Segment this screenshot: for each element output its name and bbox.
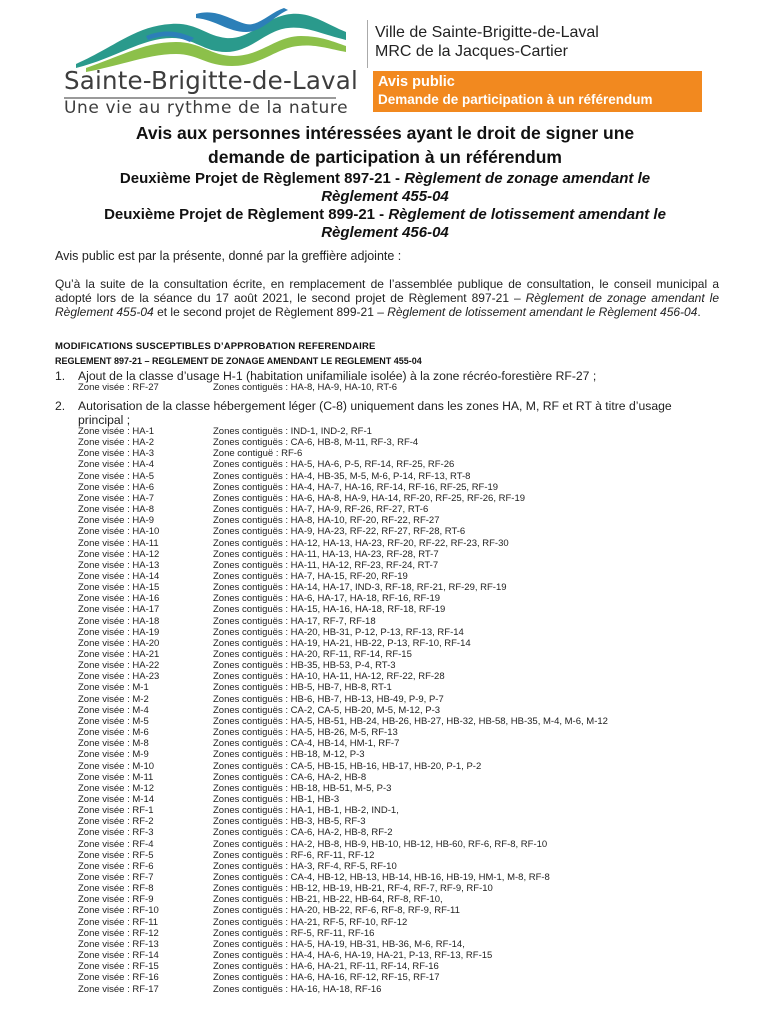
notice-banner [373, 71, 702, 112]
zone-target: Zone visée : HA-1 [78, 426, 155, 437]
zone-contiguous: Zones contiguës : HA-16, HA-18, RF-16 [213, 983, 382, 995]
paragraph-part1: Qu’à la suite de la consultation écrite, en remplacement de l’assemblée publique de consultation, le conseil municipal a adopté lors de la séance du 17 août 2021, le second projet de Règlement 897-21 – [55, 277, 719, 305]
zone-contiguous: Zones contiguës : HA-20, HB-22, RF-6, RF-8, RF-9, RF-11 [213, 905, 460, 917]
zone-target: Zone visée : M-11 [78, 771, 154, 783]
zone-target: Zone visée : M-5 [78, 715, 149, 727]
zone-contiguous: Zones contiguës : HA-6, HA-8, HA-9, HA-14, RF-20, RF-25, RF-26, RF-19 [213, 492, 526, 504]
zone-contiguous: Zones contiguës : IND-1, IND-2, RF-1 [213, 426, 372, 437]
intro-text: Avis public est par la présente, donné par la greffière adjointe : [55, 249, 402, 263]
zone-target: Zone visée : HA-3 [78, 448, 155, 460]
zone-target: Zone visée : HA-10 [78, 526, 160, 538]
zone-target: Zone visée : RF-7 [78, 872, 154, 883]
zone-contiguous: Zones contiguës : RF-5, RF-11, RF-16 [213, 927, 375, 939]
zone-target: Zone visée : HA-4 [78, 459, 155, 471]
zone-target: Zone visée : HA-22 [78, 660, 160, 672]
zone-contiguous: Zones contiguës : HA-7, HA-15, RF-20, RF-19 [213, 570, 408, 582]
zone-target: Zone visée : M-9 [78, 749, 149, 761]
zone-contiguous: Zones contiguës : HB-18, M-12, P-3 [213, 749, 365, 761]
zone-contiguous: Zones contiguës : CA-6, HB-8, M-11, RF-3, RF-4 [213, 437, 419, 449]
document-title-line2: demande de participation à un référendum [208, 147, 562, 167]
zone-target: Zone visée : HA-12 [78, 548, 160, 560]
zone-contiguous: Zones contiguës : HA-3, RF-4, RF-5, RF-10 [213, 860, 397, 872]
zone-contiguous: Zones contiguës : HA-11, HA-13, HA-23, RF-28, RT-7 [213, 548, 439, 560]
zone-target: Zone visée : RF-2 [78, 816, 154, 828]
zone-target: Zone visée : RF-4 [78, 838, 154, 850]
zone-target: Zone visée : HA-5 [78, 470, 155, 482]
zone-target: Zone visée : HA-16 [78, 593, 160, 605]
zone-contiguous: Zones contiguës : HA-4, HB-35, M-5, M-6, P-14, RF-13, RT-8 [213, 470, 471, 482]
zone-contiguous: Zones contiguës : HA-9, HA-23, RF-22, RF-27, RF-28, RT-6 [213, 526, 466, 538]
zone-target: Zone visée : RF-15 [78, 961, 159, 973]
zone-target: Zone visée : RF-14 [78, 950, 159, 962]
zone-target: Zone visée : RF-8 [78, 883, 154, 895]
zone-contiguous: Zones contiguës : HA-2, HB-8, HB-9, HB-10, HB-12, HB-60, RF-6, RF-8, RF-10 [213, 838, 548, 850]
zone-contiguous: Zone contiguë : RF-6 [213, 448, 303, 460]
zone-target: Zone visée : M-14 [78, 793, 155, 805]
zone-contiguous: Zones contiguës : HA-20, RF-11, RF-14, RF-15 [213, 649, 412, 660]
zone-target: Zone visée : HA-14 [78, 570, 160, 582]
zone-target: Zone visée : HA-2 [78, 437, 155, 449]
zone-contiguous: Zones contiguës : HB-35, HB-53, P-4, RT-3 [213, 660, 396, 672]
paragraph-part3: . [697, 305, 701, 319]
zone-contiguous: Zones contiguës : HA-7, HA-9, RF-26, RF-27, RT-6 [213, 504, 429, 516]
paragraph-part2: et le second projet de Règlement 899-21 – [153, 305, 388, 319]
zone-target: Zone visée : M-10 [78, 760, 155, 772]
section-subheading: REGLEMENT 897-21 – REGLEMENT DE ZONAGE AMENDANT LE REGLEMENT 455-04 [55, 356, 422, 366]
item-text: Autorisation de la classe hébergement léger (C-8) uniquement dans les zones HA, M, RF et RT à titre d’usage principal ; [78, 399, 672, 427]
zone-contiguous: Zones contiguës : HA-4, HA-6, HA-19, HA-21, P-13, RF-13, RF-15 [213, 950, 493, 962]
zone-contiguous: Zones contiguës : HA-4, HA-7, HA-16, RF-14, RF-16, RF-25, RF-19 [213, 481, 499, 493]
zone-contiguous: Zones contiguës : HA-8, HA-10, RF-20, RF-22, RF-27 [213, 515, 440, 527]
item-number: 2. [55, 399, 66, 413]
subtitle-897-italic: Règlement de zonage amendant le [404, 170, 651, 187]
zone-contiguous: Zones contiguës : CA-2, CA-5, HB-20, M-5, M-12, P-3 [213, 704, 441, 716]
zone-contiguous: Zones contiguës : HA-14, HA-17, IND-3, RF-18, RF-21, RF-29, RF-19 [213, 582, 507, 594]
zone-target: Zone visée : RF-11 [78, 916, 159, 928]
zone-target: Zone visée : RF-1 [78, 805, 154, 817]
zone-target: Zone visée : RF-12 [78, 927, 159, 939]
zone-target: Zone visée : M-4 [78, 704, 149, 716]
zone-target: Zone visée : HA-19 [78, 626, 160, 638]
zone-target: Zone visée : HA-6 [78, 481, 155, 493]
zone-target: Zone visée : HA-21 [78, 649, 160, 660]
zone-target: Zone visée : RF-13 [78, 938, 159, 950]
org-mrc: MRC de la Jacques-Cartier [375, 43, 568, 60]
zone-contiguous: Zones contiguës : HB-3, HB-5, RF-3 [213, 816, 366, 828]
zone-contiguous: Zones contiguës : HA-6, HA-16, RF-12, RF-15, RF-17 [213, 972, 440, 984]
zone-target: Zone visée : HA-11 [78, 537, 159, 549]
logo-tagline: Une vie au rythme de la nature [64, 98, 349, 118]
zone-contiguous: Zones contiguës : CA-5, HB-15, HB-16, HB-17, HB-20, P-1, P-2 [213, 760, 482, 772]
item-text: Ajout de la classe d’usage H-1 (habitation unifamiliale isolée) à la zone récréo-forestière RF-27 ; [78, 369, 597, 383]
zone-contiguous: Zones contiguës : HB-18, HB-51, M-5, P-3 [213, 782, 392, 794]
city-logo [62, 6, 362, 118]
paragraph-italic1: Règlement de zonage amendant le Règlement 455-04 [55, 291, 719, 319]
zone-target: Zone visée : RF-10 [78, 905, 159, 917]
zone-contiguous: Zones contiguës : HB-6, HB-7, HB-13, HB-49, P-9, P-7 [213, 693, 444, 705]
zone-target: Zone visée : RF-9 [78, 894, 154, 906]
zone-target: Zone visée : HA-15 [78, 582, 160, 594]
zone-target: Zone visée : M-8 [78, 738, 149, 750]
zone-contiguous: Zones contiguës : HA-5, HB-51, HB-24, HB-26, HB-27, HB-32, HB-58, HB-35, M-4, M-6, M-12 [213, 715, 608, 727]
adoption-paragraph [55, 277, 719, 319]
zone-contiguous: Zones contiguës : HA-6, HA-17, HA-18, RF-16, RF-19 [213, 593, 441, 605]
zone-contiguous: Zones contiguës : HA-11, HA-12, RF-23, RF-24, RT-7 [213, 559, 439, 571]
zone-target: Zone visée : HA-9 [78, 515, 155, 527]
zone-contiguous: Zones contiguës : HB-1, HB-3 [213, 793, 340, 805]
zone-target: Zone visée : RF-5 [78, 849, 154, 861]
paragraph-italic2: Règlement de lotissement amendant le Règlement 456-04 [387, 305, 698, 319]
zone-target: Zone visée : HA-17 [78, 604, 160, 616]
zone-target: Zone visée : HA-13 [78, 559, 160, 571]
zone-contiguous: Zones contiguës : HA-17, RF-7, RF-18 [213, 615, 376, 627]
zone-target: Zone visée : M-12 [78, 782, 155, 794]
zone-contiguous: Zones contiguës : HA-12, HA-13, HA-23, RF-20, RF-22, RF-23, RF-30 [213, 537, 509, 549]
zone-contiguous: Zones contiguës : HA-15, HA-16, HA-18, RF-18, RF-19 [213, 604, 446, 616]
org-divider [367, 20, 368, 68]
subtitle-897-line2: Règlement 455-04 [321, 188, 449, 205]
zone-contiguous: Zones contiguës : HA-21, RF-5, RF-10, RF-12 [213, 916, 408, 928]
zone-contiguous: Zones contiguës : HA-8, HA-9, HA-10, RT-6 [213, 382, 398, 393]
zone-target: Zone visée : M-6 [78, 727, 149, 739]
zone-target: Zone visée : HA-8 [78, 504, 155, 516]
zone-target: Zone visée : RF-16 [78, 972, 159, 984]
zone-contiguous: Zones contiguës : HB-5, HB-7, HB-8, RT-1 [213, 682, 392, 694]
subtitle-899 [40, 206, 730, 224]
org-city: Ville de Sainte-Brigitte-de-Laval [375, 24, 599, 41]
zone-contiguous: Zones contiguës : CA-4, HB-12, HB-13, HB-14, HB-16, HB-19, HM-1, M-8, RF-8 [213, 872, 550, 883]
zone-target: Zone visée : RF-3 [78, 827, 154, 839]
zone-contiguous: Zones contiguës : HA-5, HB-26, M-5, RF-13 [213, 727, 398, 739]
zone-contiguous: Zones contiguës : HA-10, HA-11, HA-12, RF-22, RF-28 [213, 671, 445, 683]
zone-contiguous: Zones contiguës : HB-12, HB-19, HB-21, RF-4, RF-7, RF-9, RF-10 [213, 883, 493, 895]
zone-contiguous: Zones contiguës : HA-19, HA-21, HB-22, P-13, RF-10, RF-14 [213, 637, 471, 649]
zone-target: Zone visée : HA-7 [78, 492, 155, 504]
zone-target: Zone visée : RF-27 [78, 382, 159, 393]
zone-target: Zone visée : HA-23 [78, 671, 160, 683]
zone-contiguous: Zones contiguës : CA-4, HB-14, HM-1, RF-7 [213, 738, 400, 750]
item-number: 1. [55, 369, 66, 383]
notice-subtitle: Demande de participation à un référendum [378, 92, 653, 107]
subtitle-897 [40, 170, 730, 188]
zone-contiguous: Zones contiguës : CA-6, HA-2, HB-8 [213, 771, 367, 783]
zone-contiguous: Zones contiguës : HA-5, HA-6, P-5, RF-14, RF-25, RF-26 [213, 459, 455, 471]
subtitle-897-prefix: Deuxième Projet de Règlement 897-21 - [119, 170, 405, 187]
section-heading: MODIFICATIONS SUSCEPTIBLES D’APPROBATION REFERENDAIRE [55, 341, 376, 352]
logo-city-name: Sainte-Brigitte-de-Laval [64, 66, 358, 95]
zone-target: Zone visée : M-2 [78, 693, 149, 705]
zone-target: Zone visée : HA-20 [78, 637, 160, 649]
subtitle-899-prefix: Deuxième Projet de Règlement 899-21 - [104, 206, 389, 223]
zone-contiguous: Zones contiguës : HA-6, HA-21, RF-11, RF-14, RF-16 [213, 961, 439, 973]
mountain-waves-logo-icon [76, 6, 346, 72]
zone-contiguous: Zones contiguës : HA-20, HB-31, P-12, P-13, RF-13, RF-14 [213, 626, 464, 638]
zone-contiguous: Zones contiguës : RF-6, RF-11, RF-12 [213, 849, 375, 861]
document-title-line1: Avis aux personnes intéressées ayant le droit de signer une [135, 123, 635, 143]
document-title [40, 121, 730, 169]
document-subtitles [40, 170, 730, 242]
zone-target: Zone visée : HA-18 [78, 615, 160, 627]
zone-contiguous: Zones contiguës : CA-6, HA-2, HB-8, RF-2 [213, 827, 393, 839]
zone-contiguous: Zones contiguës : HA-1, HB-1, HB-2, IND-1, [213, 805, 399, 817]
zone-target: Zone visée : M-1 [78, 682, 149, 694]
zone-contiguous: Zones contiguës : HA-5, HA-19, HB-31, HB-36, M-6, RF-14, [213, 938, 465, 950]
zone-contiguous: Zones contiguës : HB-21, HB-22, HB-64, RF-8, RF-10, [213, 894, 443, 906]
notice-title: Avis public [378, 74, 455, 90]
zone-target: Zone visée : RF-6 [78, 860, 154, 872]
subtitle-899-line2: Règlement 456-04 [321, 224, 449, 241]
zone-target: Zone visée : RF-17 [78, 983, 159, 995]
subtitle-899-italic: Règlement de lotissement amendant le [388, 206, 666, 223]
